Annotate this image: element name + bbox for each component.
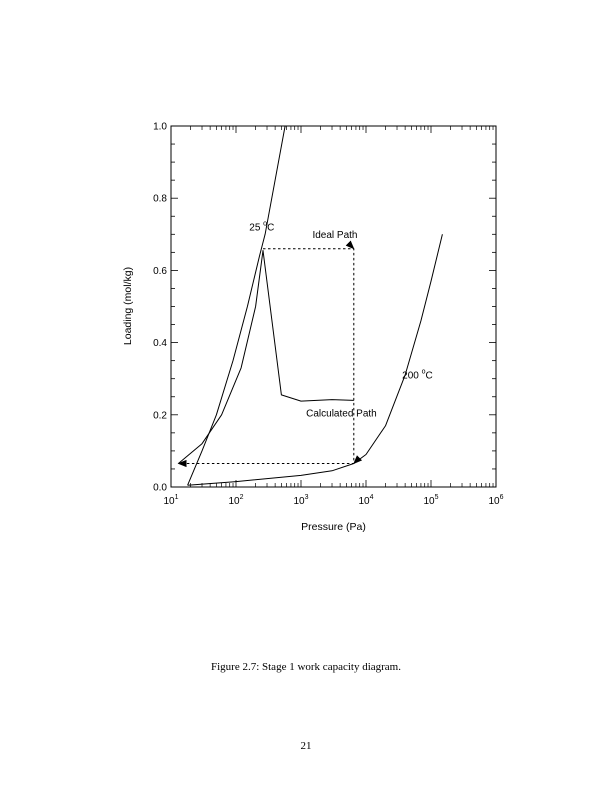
- series-ideal-path: [178, 249, 353, 464]
- figure-caption: Figure 2.7: Stage 1 work capacity diagram.: [210, 661, 401, 673]
- x-axis-label: Pressure (Pa): [301, 521, 366, 533]
- series-200-c: [188, 234, 443, 485]
- x-tick-label: $10^2$: [228, 494, 244, 507]
- y-tick-label: 0.0: [153, 482, 167, 494]
- plot-frame: [171, 126, 496, 487]
- x-tick-label: $10^3$: [293, 494, 309, 507]
- labels-layer: [153, 122, 504, 508]
- x-tick-label: $10^1$: [163, 494, 179, 507]
- ticks-layer: [171, 126, 496, 487]
- series-layer: [178, 126, 442, 485]
- y-tick-label: 0.8: [153, 193, 167, 205]
- series-calculated-path: [178, 251, 353, 464]
- page-number: 21: [300, 740, 312, 752]
- y-tick-label: 1.0: [153, 121, 167, 133]
- x-tick-label: $10^6$: [488, 494, 504, 507]
- annotation-label: Ideal Path: [312, 229, 358, 241]
- y-tick-label: 0.2: [153, 410, 167, 422]
- x-tick-label: $10^4$: [358, 494, 374, 507]
- annotation-label: Calculated Path: [306, 408, 377, 420]
- annotation-label: 25 $^o$C: [249, 220, 275, 234]
- y-axis-label: Loading (mol/kg): [122, 266, 134, 346]
- annotation-label: 200 $^o$C: [402, 368, 433, 382]
- y-tick-label: 0.4: [153, 338, 167, 350]
- x-tick-label: $10^5$: [423, 494, 439, 507]
- y-tick-label: 0.6: [153, 265, 167, 277]
